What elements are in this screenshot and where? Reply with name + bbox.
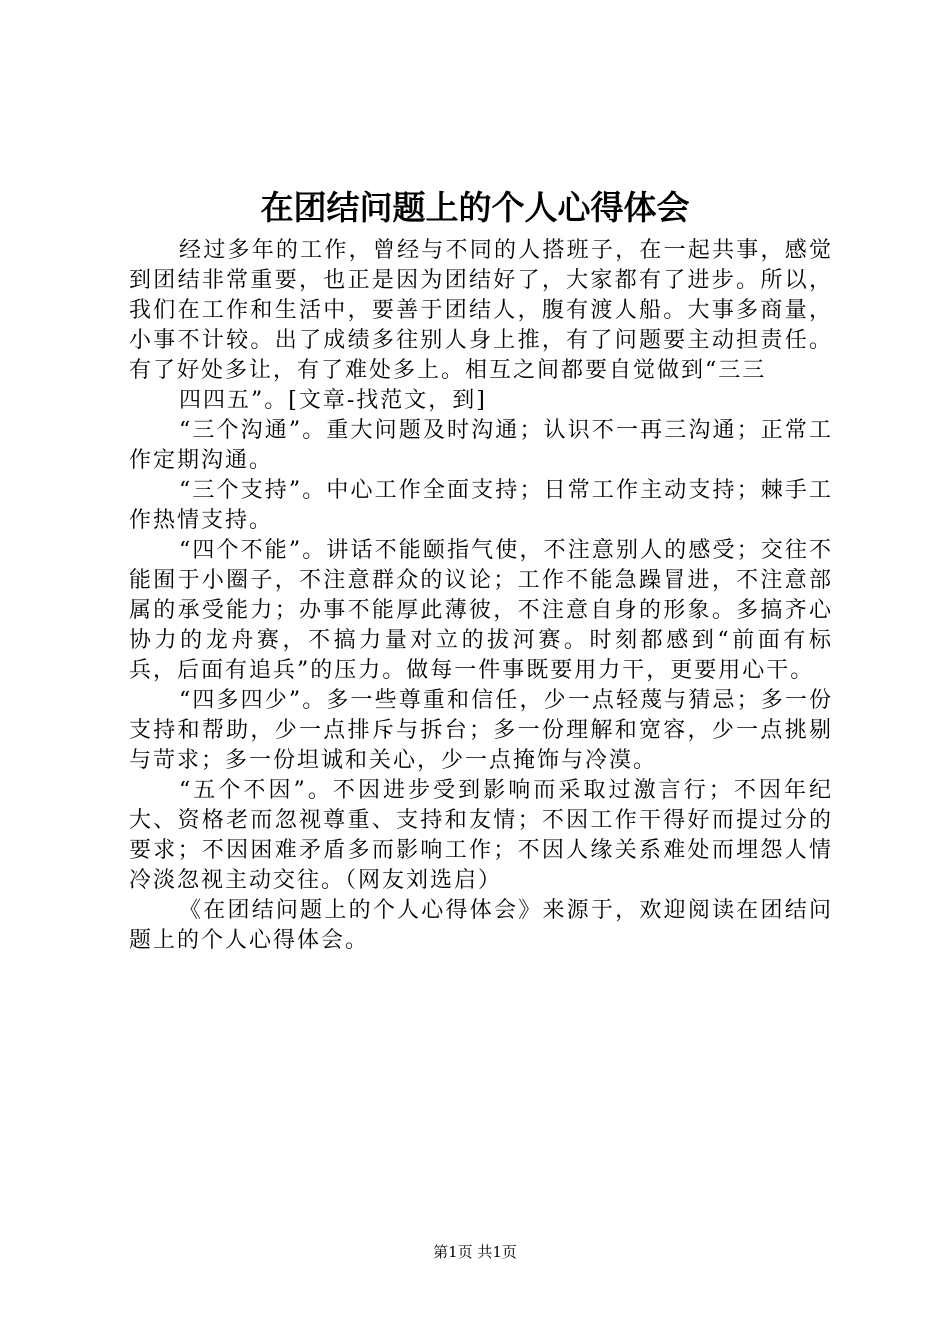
- paragraph-five-nots: “五个不因”。不因进步受到影响而采取过激言行；不因年纪大、资格老而忽视尊重、支持和友情；不因工作干得好而提过分的要求；不因困难矛盾多而影响工作；不因人缘关系难处而埋怨人情冷淡忽视主动交往。（网友刘选启）: [129, 778, 833, 893]
- page-footer: 第1页 共1页: [433, 1243, 517, 1261]
- paragraph-four-more-four-less: “四多四少”。多一些尊重和信任，少一点轻蔑与猜忌；多一份支持和帮助，少一点排斥与拆台；多一份理解和宽容，少一点挑剔与苛求；多一份坦诚和关心，少一点掩饰与冷漠。: [129, 688, 833, 773]
- paragraph-three-communications: “三个沟通”。重大问题及时沟通；认识不一再三沟通；正常工作定期沟通。: [129, 418, 833, 473]
- paragraph-source-note: 《在团结问题上的个人心得体会》来源于，欢迎阅读在团结问题上的个人心得体会。: [129, 898, 833, 953]
- document-title: 在团结问题上的个人心得体会: [260, 188, 690, 227]
- document-body: [129, 236, 833, 956]
- paragraph-intro-continued: 四四五”。[文章-找范文，到]: [179, 388, 487, 413]
- paragraph-four-cannots: “四个不能”。讲话不能颐指气使，不注意别人的感受；交往不能囿于小圈子，不注意群众的议论；工作不能急躁冒进，不注意部属的承受能力；办事不能厚此薄彼，不注意自身的形象。多搞齐心协力的龙舟赛，不搞力量对立的拔河赛。时刻都感到“前面有标兵，后面有追兵”的压力。做每一件事既要用力干，更要用心干。: [129, 538, 833, 683]
- paragraph-three-supports: “三个支持”。中心工作全面支持；日常工作主动支持；棘手工作热情支持。: [129, 478, 833, 533]
- paragraph-intro: 经过多年的工作，曾经与不同的人搭班子，在一起共事，感觉到团结非常重要，也正是因为团结好了，大家都有了进步。所以，我们在工作和生活中，要善于团结人，腹有渡人船。大事多商量，小事不计较。出了成绩多往别人身上推，有了问题要主动担责任。有了好处多让，有了难处多上。相互之间都要自觉做到“三三: [129, 238, 833, 383]
